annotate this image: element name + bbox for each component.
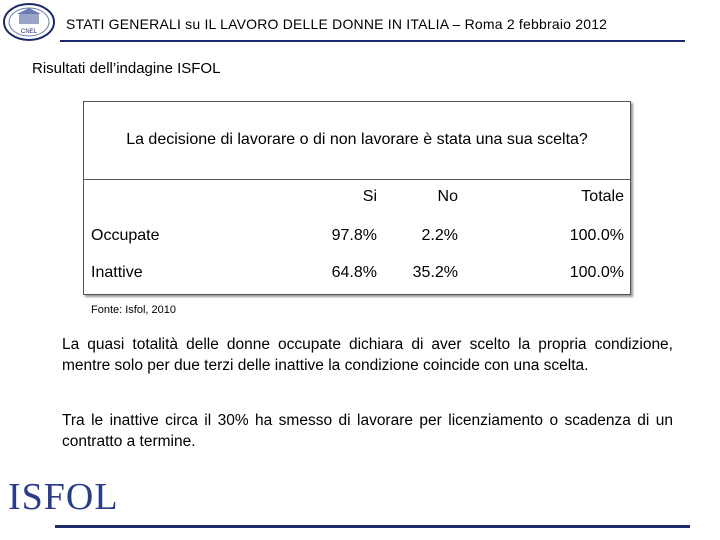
cell-no: 2.2% <box>421 227 458 244</box>
survey-table <box>83 101 631 295</box>
header-divider <box>60 40 685 42</box>
paragraph: Tra le inattive circa il 30% ha smesso di lavorare per licenziamento o scadenza di un contratto a termine. <box>62 412 673 450</box>
table-divider <box>84 179 630 180</box>
column-header-no: No <box>437 188 458 205</box>
cnel-seal-logo <box>2 2 56 42</box>
footer-divider <box>55 525 690 528</box>
survey-question: La decisione di lavorare o di non lavorare è stata una sua scelta? <box>126 131 588 148</box>
cell-si: 97.8% <box>331 227 377 244</box>
column-header-totale: Totale <box>581 188 624 205</box>
header-title: STATI GENERALI su IL LAVORO DELLE DONNE IN ITALIA – Roma 2 febbraio 2012 <box>66 16 608 32</box>
source-note: Fonte: Isfol, 2010 <box>91 304 176 316</box>
cell-totale: 100.0% <box>569 227 624 244</box>
cell-no: 35.2% <box>412 264 458 281</box>
paragraph: La quasi totalità delle donne occupate dichiara di aver scelto la propria condizione, mentre solo per due terzi delle inattive la condizione coincide con una scelta. <box>62 336 673 374</box>
cell-si: 64.8% <box>331 264 377 281</box>
cell-totale: 100.0% <box>569 264 624 281</box>
isfol-logo: ISFOL <box>8 476 119 518</box>
section-title: Risultati dell’indagine ISFOL <box>32 60 221 77</box>
row-label: Occupate <box>91 227 160 244</box>
row-label: Inattive <box>91 264 143 281</box>
seal-text: CNEL <box>20 29 38 35</box>
column-header-si: Si <box>362 188 377 205</box>
